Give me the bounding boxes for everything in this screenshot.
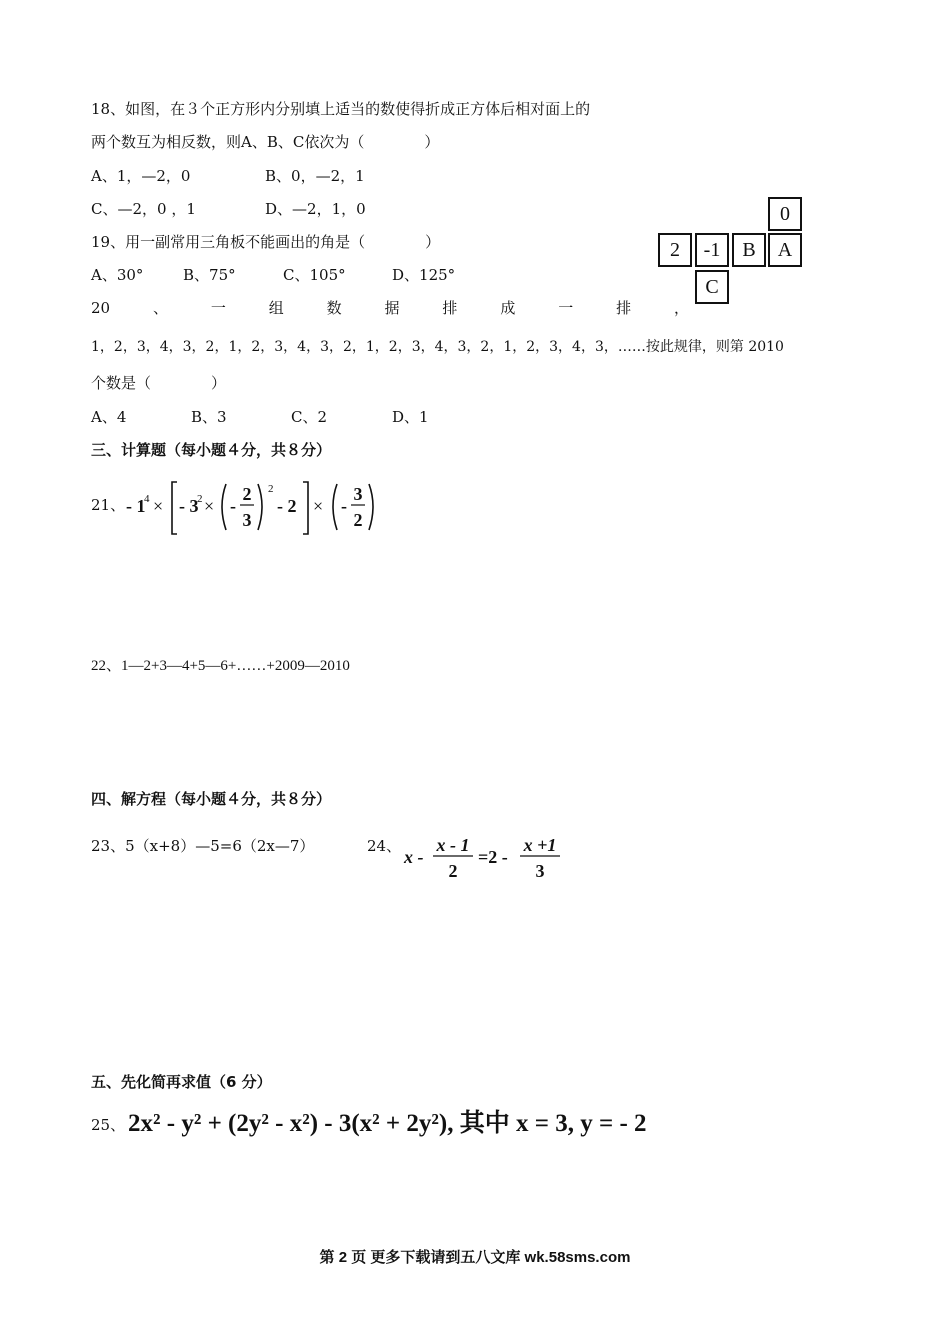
- cube-cell-1: 2: [658, 233, 692, 267]
- q21-exp2: 2: [197, 493, 203, 505]
- q20-line1: [91, 298, 689, 318]
- page-footer: 第 2 页 更多下载请到五八文库 wk.58sms.com: [319, 1249, 631, 1266]
- q21-paren-exp: 2: [268, 483, 274, 495]
- q21-left-paren-2: [333, 484, 337, 530]
- q21-neg-one: - 1: [126, 496, 146, 516]
- q21-exp4: 4: [144, 493, 150, 505]
- cube-cell-top: 0: [768, 197, 802, 231]
- q20-option-d: D、1: [392, 408, 429, 426]
- q20-word: 一: [210, 299, 226, 317]
- q20-option-a: A、4: [91, 408, 127, 426]
- q24-equation: [400, 832, 570, 884]
- cube-cell-bottom: C: [695, 270, 729, 304]
- q21-right-bracket: [303, 482, 308, 534]
- q24-number: 24、: [367, 837, 402, 855]
- q19-option-d: D、125°: [392, 266, 456, 284]
- q20-word: 20: [91, 299, 111, 317]
- q21-frac2-num: 3: [353, 484, 363, 504]
- q21-left-paren: [222, 484, 226, 530]
- q19-option-c: C、105°: [283, 266, 346, 284]
- q20-word: 、: [152, 299, 168, 317]
- q18-option-d: D、—2，1，0: [265, 200, 366, 218]
- q25-expression: 2x² - y² + (2y² - x²) - 3(x² + 2y²), 其中 x = 3, y = - 2: [128, 1110, 647, 1137]
- q24-frac2-num: x +1: [523, 835, 557, 855]
- q20-word: 组: [268, 299, 284, 317]
- q23-text: 23、5（x+8）—5=6（2x—7）: [91, 837, 315, 855]
- q24-frac1-num: x - 1: [436, 835, 470, 855]
- q20-word: 排: [616, 299, 632, 317]
- q19-option-b: B、75°: [183, 266, 236, 284]
- q22-text: 22、1—2+3—4+5—6+……+2009—2010: [91, 658, 350, 674]
- q20-word: 成: [500, 299, 516, 317]
- cube-cell-3: B: [732, 233, 766, 267]
- q21-neg-three: - 3: [179, 496, 199, 516]
- q21-frac1-num: 2: [242, 484, 252, 504]
- q18-option-c: C、—2，0 ，1: [91, 200, 196, 218]
- q20-line3: 个数是（ ）: [91, 374, 227, 392]
- q24-frac1-den: 2: [448, 861, 458, 881]
- q18-option-a: A、1，—2，0: [91, 167, 191, 185]
- q20-line2: 1，2，3，4，3，2，1，2，3，4，3，2，1，2，3，4，3，2，1，2，3，4，3，……按此规律，则第 2010: [91, 339, 784, 355]
- q21-number: 21、: [91, 496, 126, 514]
- q21-times-2: ×: [313, 496, 324, 516]
- q20-word: 一: [558, 299, 574, 317]
- q21-expression: [122, 474, 382, 538]
- section-3-heading: 三、计算题（每小题４分，共８分）: [91, 441, 332, 459]
- cube-cell-2: -1: [695, 233, 729, 267]
- q18-line2: 两个数互为相反数，则A、B、C依次为（ ）: [91, 133, 440, 151]
- q21-right-paren-2: [369, 484, 373, 530]
- q18-line1: 18、如图，在３个正方形内分别填上适当的数使得折成正方体后相对面上的: [91, 100, 591, 118]
- q21-minus: -: [230, 496, 236, 516]
- q20-word: 据: [384, 299, 400, 317]
- q21-times: ×: [204, 496, 215, 516]
- q20-word: ，: [673, 299, 689, 317]
- q21-left-bracket: [172, 482, 177, 534]
- q21-frac1-den: 3: [242, 510, 252, 530]
- q21-minus-two: - 2: [277, 496, 297, 516]
- q20-word: 排: [442, 299, 458, 317]
- q19-text: 19、用一副常用三角板不能画出的角是（ ）: [91, 233, 441, 251]
- q24-x: x -: [404, 847, 424, 867]
- q19-option-a: A、30°: [91, 266, 144, 284]
- q18-option-b: B、0，—2，1: [265, 167, 365, 185]
- q20-option-b: B、3: [191, 408, 227, 426]
- q20-option-c: C、2: [291, 408, 328, 426]
- cube-cell-4: A: [768, 233, 802, 267]
- q21-times: ×: [153, 496, 164, 516]
- q21-frac2-den: 2: [353, 510, 363, 530]
- q24-frac2-den: 3: [535, 861, 545, 881]
- q24-mid: =2 -: [478, 847, 508, 867]
- q21-minus-3: -: [341, 496, 347, 516]
- q25-number: 25、: [91, 1116, 126, 1134]
- q21-right-paren: [258, 484, 262, 530]
- q20-word: 数: [326, 299, 342, 317]
- section-5-heading: 五、先化简再求值（6 分）: [91, 1073, 272, 1091]
- section-4-heading: 四、解方程（每小题４分，共８分）: [91, 790, 332, 808]
